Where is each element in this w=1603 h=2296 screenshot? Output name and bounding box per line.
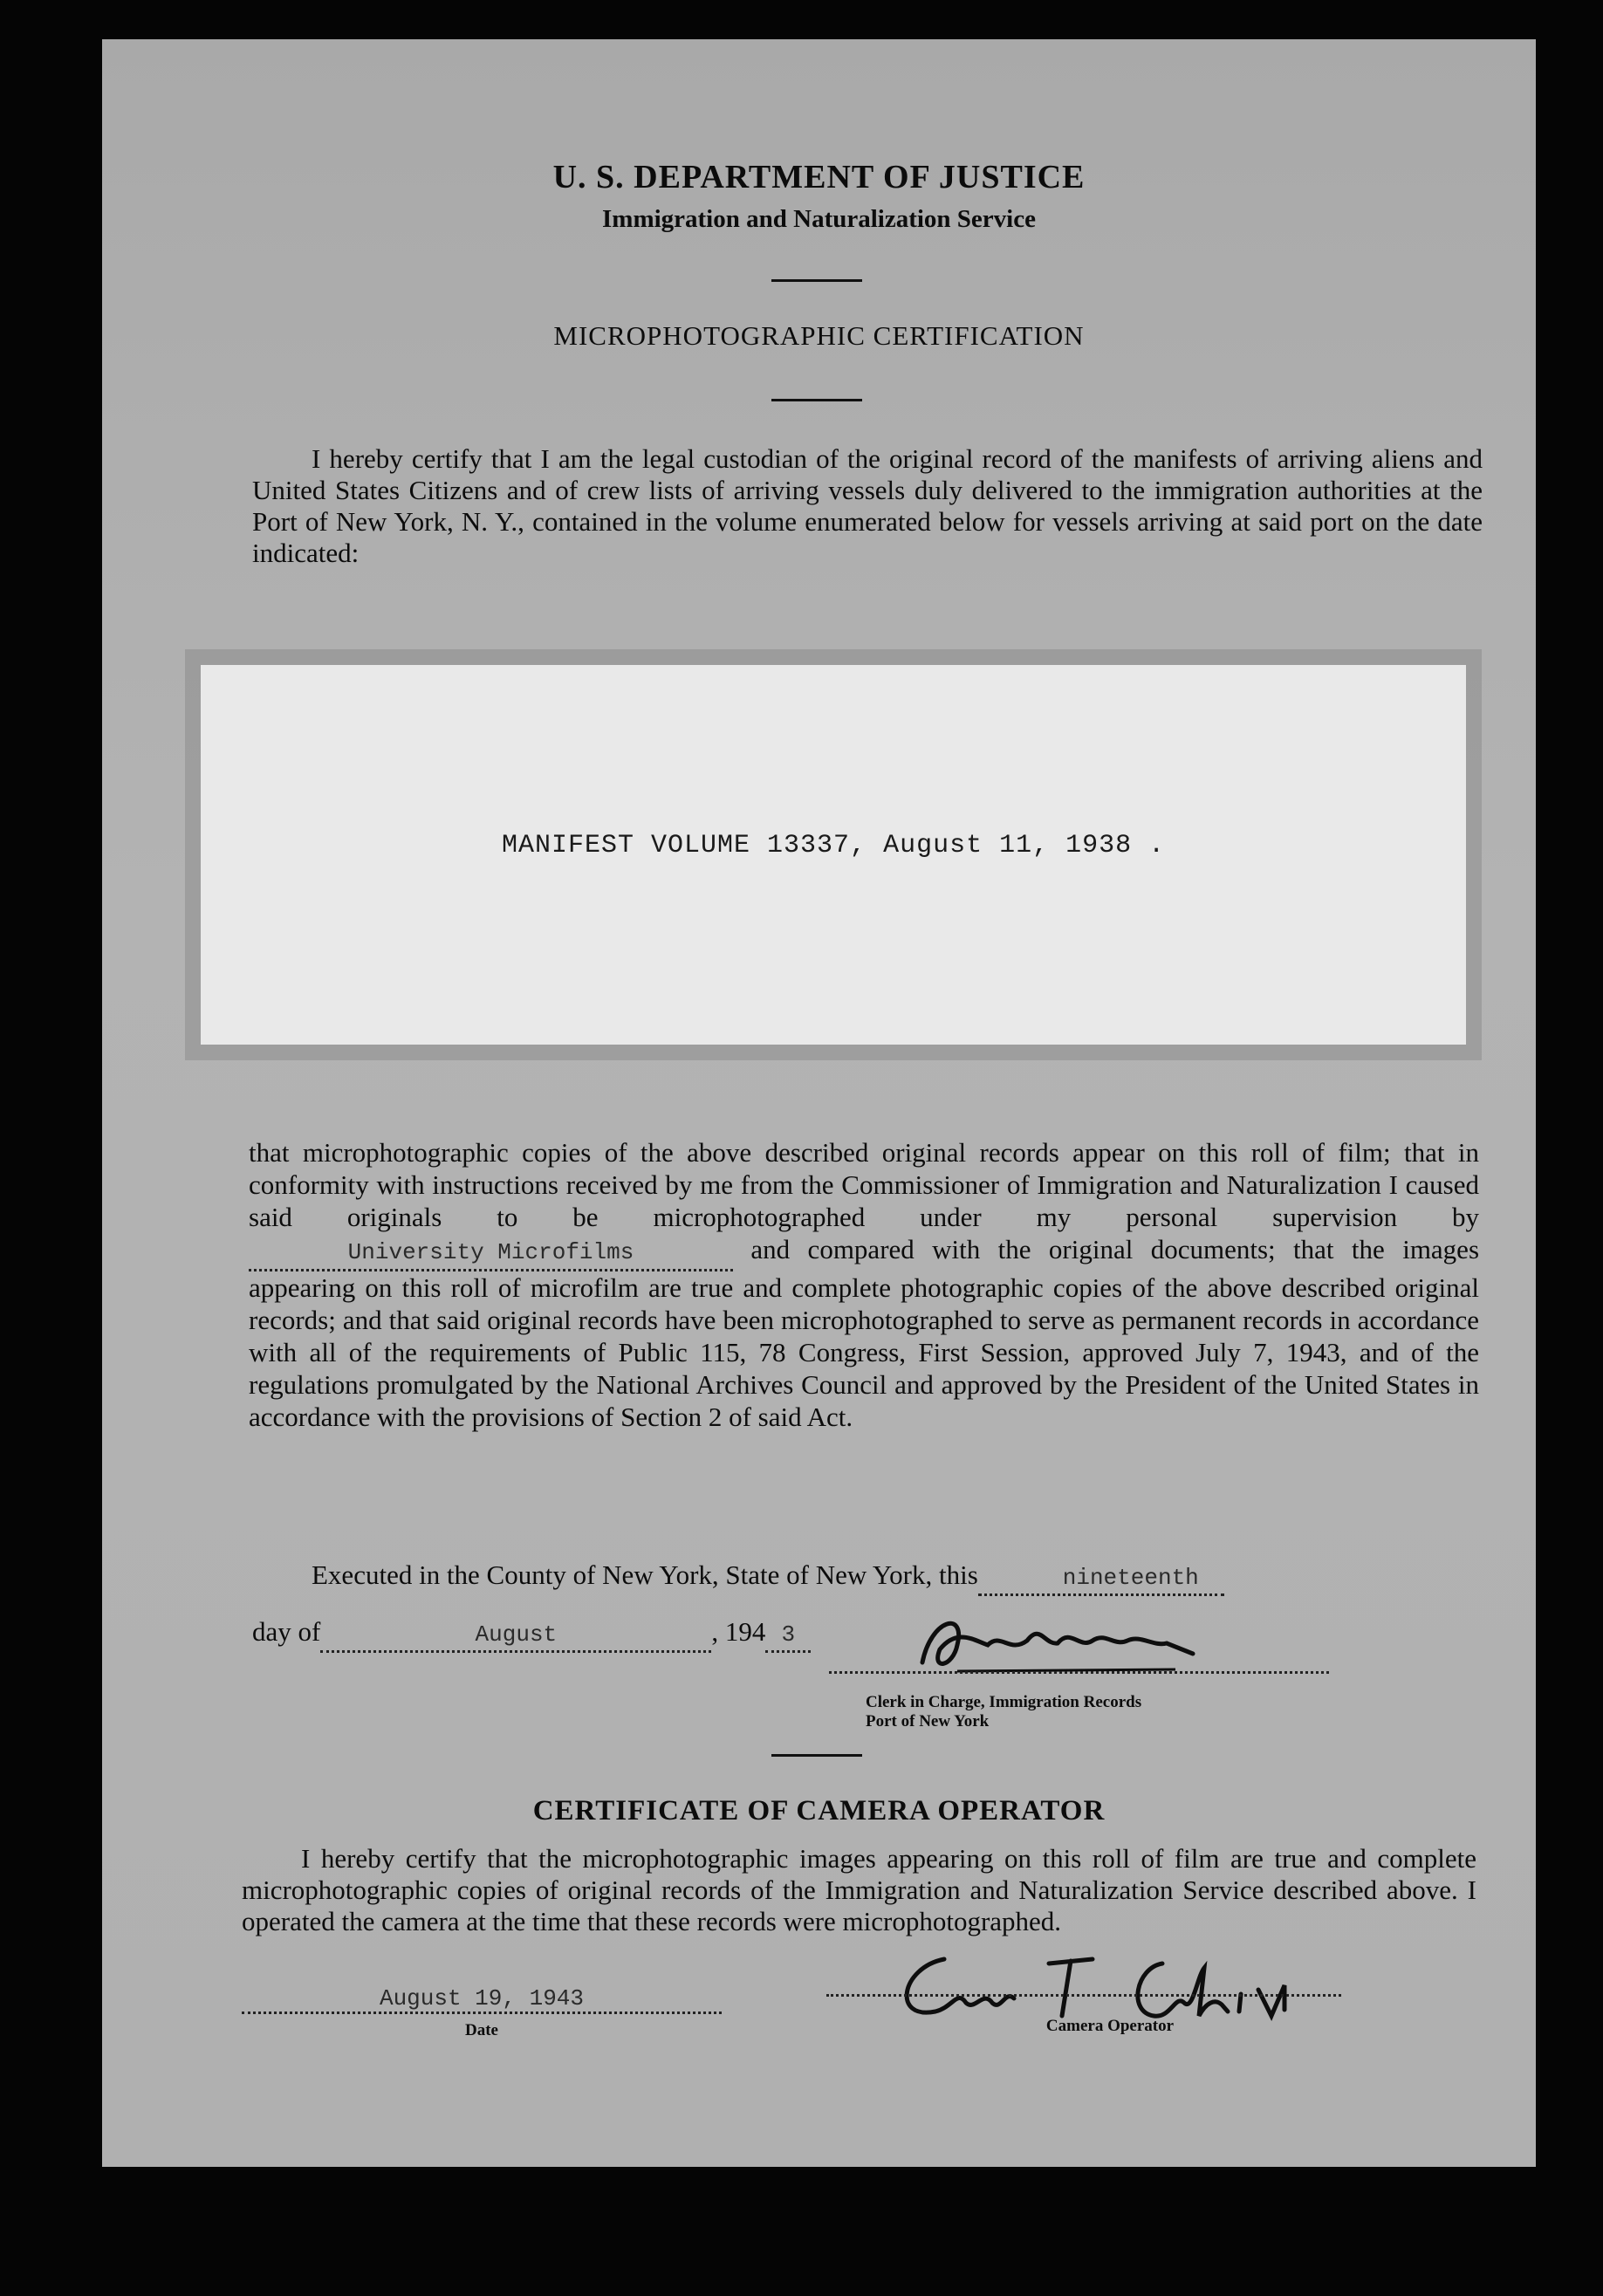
date-field bbox=[242, 1985, 722, 2040]
clerk-title-line2: Port of New York bbox=[866, 1712, 990, 1731]
certificate-sheet bbox=[102, 39, 1536, 2167]
camera-operator-statement: I hereby certify that the microphotographic images appearing on this roll of film are true and complete microphotographic copies of original records of the Immigration and Naturalization Service described above. I operated the camera at the time that these records were microphotographed. bbox=[242, 1843, 1476, 1936]
month-field bbox=[320, 1616, 711, 1653]
clerk-signature bbox=[905, 1593, 1228, 1697]
executed-line bbox=[252, 1559, 1483, 1596]
day-of-label: day of bbox=[252, 1616, 321, 1647]
agency-heading: U. S. DEPARTMENT OF JUSTICE bbox=[552, 159, 1086, 195]
intro-paragraph: I hereby certify that I am the legal custodian of the original record of the manifests of arriving aliens and United States Citizens and of crew lists of arriving vessels duly delivered to the immigration authorities at the Port of New York, N. Y., contained in the volume enumerated below for vessels arriving at said port on the date indicated: bbox=[252, 443, 1483, 568]
body-part1: that microphotographic copies of the above described original records appear on this roll of film; that in conformity with instructions received by me from the Commissioner of Immigration and Naturalization I caused said originals to be microphotographed under my personal supervision by bbox=[249, 1137, 1479, 1232]
clerk-title bbox=[866, 1693, 1141, 1731]
certification-body bbox=[249, 1136, 1479, 1433]
service-subheading: Immigration and Naturalization Service bbox=[602, 205, 1036, 233]
photographer-field bbox=[249, 1233, 733, 1271]
camera-operator-heading: CERTIFICATE OF CAMERA OPERATOR bbox=[532, 1795, 1106, 1827]
form-title: MICROPHOTOGRAPHIC CERTIFICATION bbox=[553, 320, 1085, 351]
photographer-value: University Microfilms bbox=[347, 1239, 634, 1265]
year-digit: 3 bbox=[781, 1621, 796, 1648]
year-field bbox=[765, 1616, 811, 1653]
date-label: Date bbox=[465, 2021, 498, 2039]
camera-operator-signature-line bbox=[826, 1994, 1341, 1997]
divider bbox=[771, 1754, 862, 1757]
month-value: August bbox=[475, 1621, 558, 1648]
year-prefix: , 194 bbox=[711, 1616, 766, 1647]
date-value: August 19, 1943 bbox=[379, 1985, 585, 2012]
volume-slip bbox=[201, 665, 1466, 1045]
divider bbox=[771, 279, 862, 282]
volume-slip-text: MANIFEST VOLUME 13337, August 11, 1938 . bbox=[502, 831, 1166, 860]
clerk-signature-line bbox=[829, 1671, 1329, 1674]
executed-day-value: nineteenth bbox=[1062, 1565, 1199, 1591]
executed-day-field bbox=[978, 1559, 1224, 1596]
camera-operator-field bbox=[826, 1985, 1341, 2036]
divider bbox=[771, 399, 862, 401]
clerk-title-line1: Clerk in Charge, Immigration Records bbox=[866, 1693, 1142, 1711]
body-part2: and compared with the original documents; that the images appearing on this roll of microfilm are true and complete photographic copies of the above described original records; and that said original records have been microphotographed to serve as permanent records in accordance with all of the requirements of Public 115, 78 Congress, First Session, approved July 7, 1943, and of the regulations promulgated by the National Archives Council and approved by the President of the United States in accordance with the provisions of Section 2 of said Act. bbox=[249, 1234, 1480, 1432]
executed-prefix: Executed in the County of New York, State of New York, this bbox=[312, 1559, 978, 1590]
camera-operator-label: Camera Operator bbox=[1045, 2017, 1175, 2035]
